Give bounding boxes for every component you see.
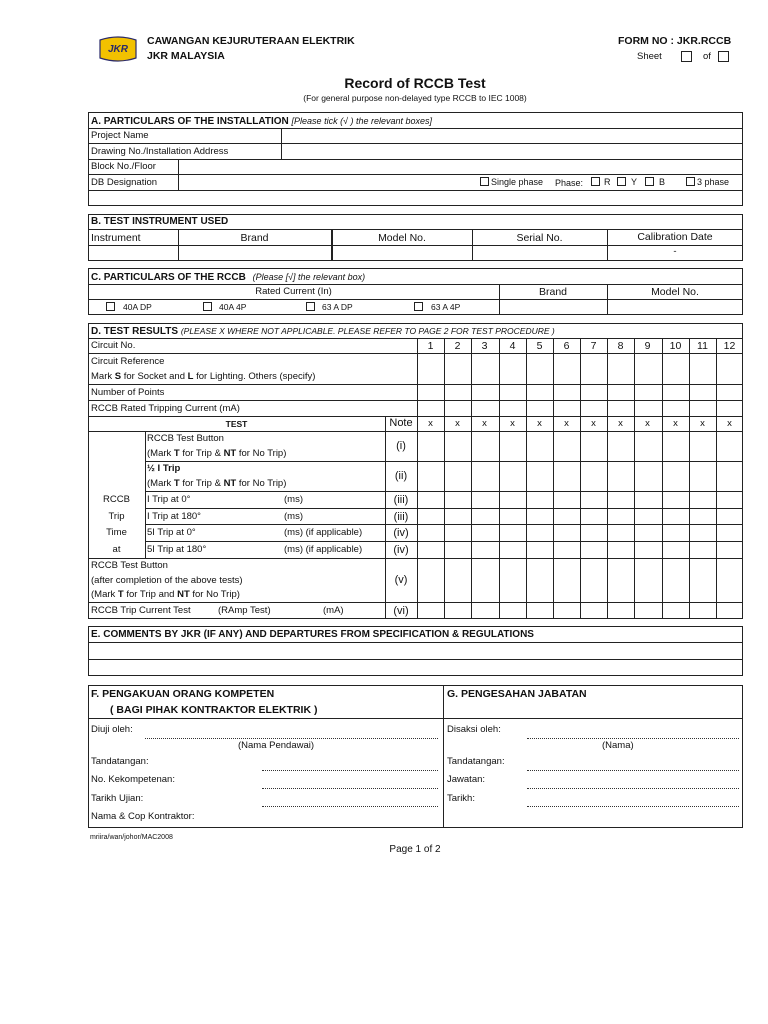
sheet-number-box[interactable] <box>681 51 692 62</box>
footer-reference: mriira/wan/johor/MAC2008 <box>90 834 173 841</box>
address-field[interactable] <box>282 144 742 158</box>
form-number: FORM NO : JKR.RCCB <box>618 35 732 47</box>
note-v: (v) <box>394 574 408 586</box>
mark-socket-lighting: Mark S for Socket and L for Lighting. Others (specify) <box>91 371 316 382</box>
circuit-number: 12 <box>723 340 736 352</box>
circuit-grid <box>417 338 418 619</box>
phase-y-checkbox[interactable] <box>617 177 626 186</box>
circuit-number: 5 <box>536 340 543 352</box>
calibration-value: - <box>673 246 677 257</box>
circuit-number: 10 <box>669 340 682 352</box>
final-test-note: (after completion of the above tests) <box>91 575 243 586</box>
nama-pendawai-label: (Nama Pendawai) <box>238 740 315 751</box>
phase-r-label: R <box>604 177 611 187</box>
project-name-label: Project Name <box>91 130 149 141</box>
circuit-column-divider <box>580 338 581 619</box>
three-phase-label: 3 phase <box>697 177 730 187</box>
not-applicable-mark: x <box>673 418 678 429</box>
not-applicable-mark: x <box>537 418 542 429</box>
address-label: Drawing No./Installation Address <box>91 146 229 157</box>
circuit-column-divider <box>553 338 554 619</box>
test-button-instruction: (Mark T for Trip & NT for No Trip) <box>147 448 287 459</box>
section-g-title: G. PENGESAHAN JABATAN <box>447 688 587 700</box>
not-applicable-mark: x <box>645 418 650 429</box>
circuit-column-divider <box>444 338 445 619</box>
phase-label: Phase: <box>555 178 584 188</box>
instrument-header: Instrument <box>91 232 141 244</box>
section-c-title: C. PARTICULARS OF THE RCCB (Please [√] the relevant box) <box>91 272 366 283</box>
note-iii-b: (iii) <box>393 511 409 523</box>
trip-current-label: RCCB Trip Current Test <box>91 605 191 616</box>
phase-r-checkbox[interactable] <box>591 177 600 186</box>
diuji-line[interactable] <box>145 738 438 739</box>
63a-dp-checkbox[interactable] <box>306 302 315 311</box>
page-subtitle: (For general purpose non-delayed type RCCB to IEC 1008) <box>303 93 527 103</box>
kompetenan-label: No. Kekompetenan: <box>91 774 175 785</box>
tandatangan-g-line[interactable] <box>527 770 739 771</box>
trip-0-label: I Trip at 0° <box>147 494 191 505</box>
tarikh-ujian-line[interactable] <box>262 806 438 807</box>
section-f-subtitle: ( BAGI PIHAK KONTRAKTOR ELEKTRIK ) <box>110 704 318 716</box>
circuit-column-divider <box>471 338 472 619</box>
sheet-total-box[interactable] <box>718 51 729 62</box>
disaksi-line[interactable] <box>527 738 739 739</box>
section-b-title: B. TEST INSTRUMENT USED <box>91 216 229 227</box>
single-phase-label: Single phase <box>491 177 544 187</box>
rccb-model-header: Model No. <box>651 286 699 298</box>
trip5-180-unit: (ms) (if applicable) <box>284 544 363 555</box>
note-vi: (vi) <box>393 605 409 617</box>
note-iv-a: (iv) <box>393 527 409 539</box>
note-iv-b: (iv) <box>393 544 409 556</box>
side-label-time: Time <box>106 527 127 538</box>
tarikh-label: Tarikh: <box>447 793 475 804</box>
circuit-number: 11 <box>697 340 708 352</box>
phase-y-label: Y <box>631 177 638 187</box>
logo-text: JKR <box>107 44 129 55</box>
diuji-label: Diuji oleh: <box>91 724 133 735</box>
63a-4p-checkbox[interactable] <box>414 302 423 311</box>
half-trip-instruction: (Mark T for Trip & NT for No Trip) <box>147 478 287 489</box>
note-ii: (ii) <box>394 470 408 482</box>
side-label-at: at <box>112 544 121 555</box>
not-applicable-mark: x <box>482 418 487 429</box>
num-points-label: Number of Points <box>91 387 165 398</box>
section-e-title: E. COMMENTS BY JKR (IF ANY) AND DEPARTURES FROM SPECIFICATION & REGULATIONS <box>91 629 534 640</box>
rccb-brand-header: Brand <box>538 286 568 298</box>
circuit-column-divider <box>526 338 527 619</box>
circuit-column-divider <box>634 338 635 619</box>
db-designation-label: DB Designation <box>91 177 158 188</box>
not-applicable-mark: x <box>700 418 705 429</box>
trip-180-unit: (ms) <box>284 511 303 522</box>
final-test-instruction: (Mark T for Trip and NT for No Trip) <box>91 589 240 600</box>
not-applicable-mark: x <box>564 418 569 429</box>
tandatangan-f-label: Tandatangan: <box>91 756 149 767</box>
sheet-label: Sheet <box>637 51 662 62</box>
circuit-number: 4 <box>509 340 516 352</box>
trip-180-label: I Trip at 180° <box>147 511 201 522</box>
rated-current-header: Rated Current (In) <box>255 286 332 297</box>
comments-field[interactable] <box>89 643 742 675</box>
tandatangan-f-line[interactable] <box>262 770 438 771</box>
dept-name: CAWANGAN KEJURUTERAAN ELEKTRIK <box>147 35 355 47</box>
trip5-180-label: 5I Trip at 180° <box>147 544 207 555</box>
40a-4p-label: 40A 4P <box>219 302 247 312</box>
circuit-number: 3 <box>481 340 488 352</box>
circuit-number: 7 <box>590 340 597 352</box>
tarikh-ujian-label: Tarikh Ujian: <box>91 793 144 804</box>
project-name-field[interactable] <box>282 129 742 142</box>
not-applicable-mark: x <box>727 418 732 429</box>
circuit-column-divider <box>689 338 690 619</box>
rated-trip-label: RCCB Rated Tripping Current (mA) <box>91 403 240 414</box>
note-header: Note <box>389 417 413 429</box>
disaksi-label: Disaksi oleh: <box>447 724 501 735</box>
not-applicable-mark: x <box>510 418 515 429</box>
circuit-number: 6 <box>563 340 570 352</box>
63a-4p-label: 63 A 4P <box>431 302 461 312</box>
page-title: Record of RCCB Test <box>344 75 486 91</box>
serial-header: Serial No. <box>516 232 563 244</box>
model-header: Model No. <box>378 232 426 244</box>
trip5-0-unit: (ms) (if applicable) <box>284 527 363 538</box>
40a-dp-checkbox[interactable] <box>106 302 115 311</box>
test-header: TEST <box>225 419 248 429</box>
section-a-title: A. PARTICULARS OF THE INSTALLATION [Please tick (√ ) the relevant boxes] <box>91 116 433 127</box>
circuit-column-divider <box>499 338 500 619</box>
page-number: Page 1 of 2 <box>389 844 441 855</box>
40a-4p-checkbox[interactable] <box>203 302 212 311</box>
63a-dp-label: 63 A DP <box>322 302 353 312</box>
three-phase-checkbox[interactable] <box>686 177 695 186</box>
circuit-column-divider <box>716 338 717 619</box>
circuit-number: 1 <box>427 340 434 352</box>
final-test-label: RCCB Test Button <box>91 560 168 571</box>
circuit-number: 2 <box>454 340 461 352</box>
ramp-label: (RAmp Test) <box>218 605 271 616</box>
section-d-title: D. TEST RESULTS (PLEASE X WHERE NOT APPLICABLE. PLEASE REFER TO PAGE 2 FOR TEST PROCEDURE ) <box>91 326 555 337</box>
jkr-logo <box>96 34 140 64</box>
circuit-column-divider <box>607 338 608 619</box>
calibration-header: Calibration Date <box>637 231 713 243</box>
circuit-ref-label: Circuit Reference <box>91 356 165 367</box>
not-applicable-mark: x <box>618 418 623 429</box>
note-iii-a: (iii) <box>393 494 409 506</box>
single-phase-checkbox[interactable] <box>480 177 489 186</box>
phase-b-label: B <box>659 177 666 187</box>
trip-0-unit: (ms) <box>284 494 303 505</box>
tandatangan-g-label: Tandatangan: <box>447 756 505 767</box>
not-applicable-mark: x <box>428 418 433 429</box>
phase-b-checkbox[interactable] <box>645 177 654 186</box>
half-trip-label: ½ I Trip <box>147 463 181 474</box>
ma-unit: (mA) <box>323 605 344 616</box>
jawatan-line[interactable] <box>527 788 739 789</box>
nama-label: (Nama) <box>602 740 634 751</box>
circuit-number: 8 <box>617 340 624 352</box>
nama-cop-label: Nama & Cop Kontraktor: <box>91 811 195 822</box>
note-i: (i) <box>396 440 406 452</box>
of-label: of <box>703 51 711 62</box>
40a-dp-label: 40A DP <box>123 302 152 312</box>
circuit-number: 9 <box>644 340 651 352</box>
section-f-title: F. PENGAKUAN ORANG KOMPETEN <box>91 688 275 700</box>
circuit-column-divider <box>662 338 663 619</box>
jawatan-label: Jawatan: <box>447 774 486 785</box>
dept-country: JKR MALAYSIA <box>147 50 225 62</box>
block-floor-field[interactable] <box>179 160 742 173</box>
brand-header: Brand <box>240 232 269 244</box>
trip5-0-label: 5I Trip at 0° <box>147 527 196 538</box>
circuit-no-label: Circuit No. <box>91 340 136 351</box>
tarikh-line[interactable] <box>527 806 739 807</box>
kompetenan-line[interactable] <box>262 788 438 789</box>
side-label-trip: Trip <box>108 511 125 522</box>
not-applicable-mark: x <box>591 418 596 429</box>
not-applicable-mark: x <box>455 418 460 429</box>
side-label-rccb: RCCB <box>103 494 130 505</box>
block-floor-label: Block No./Floor <box>91 161 156 172</box>
test-button-label: RCCB Test Button <box>147 433 224 444</box>
